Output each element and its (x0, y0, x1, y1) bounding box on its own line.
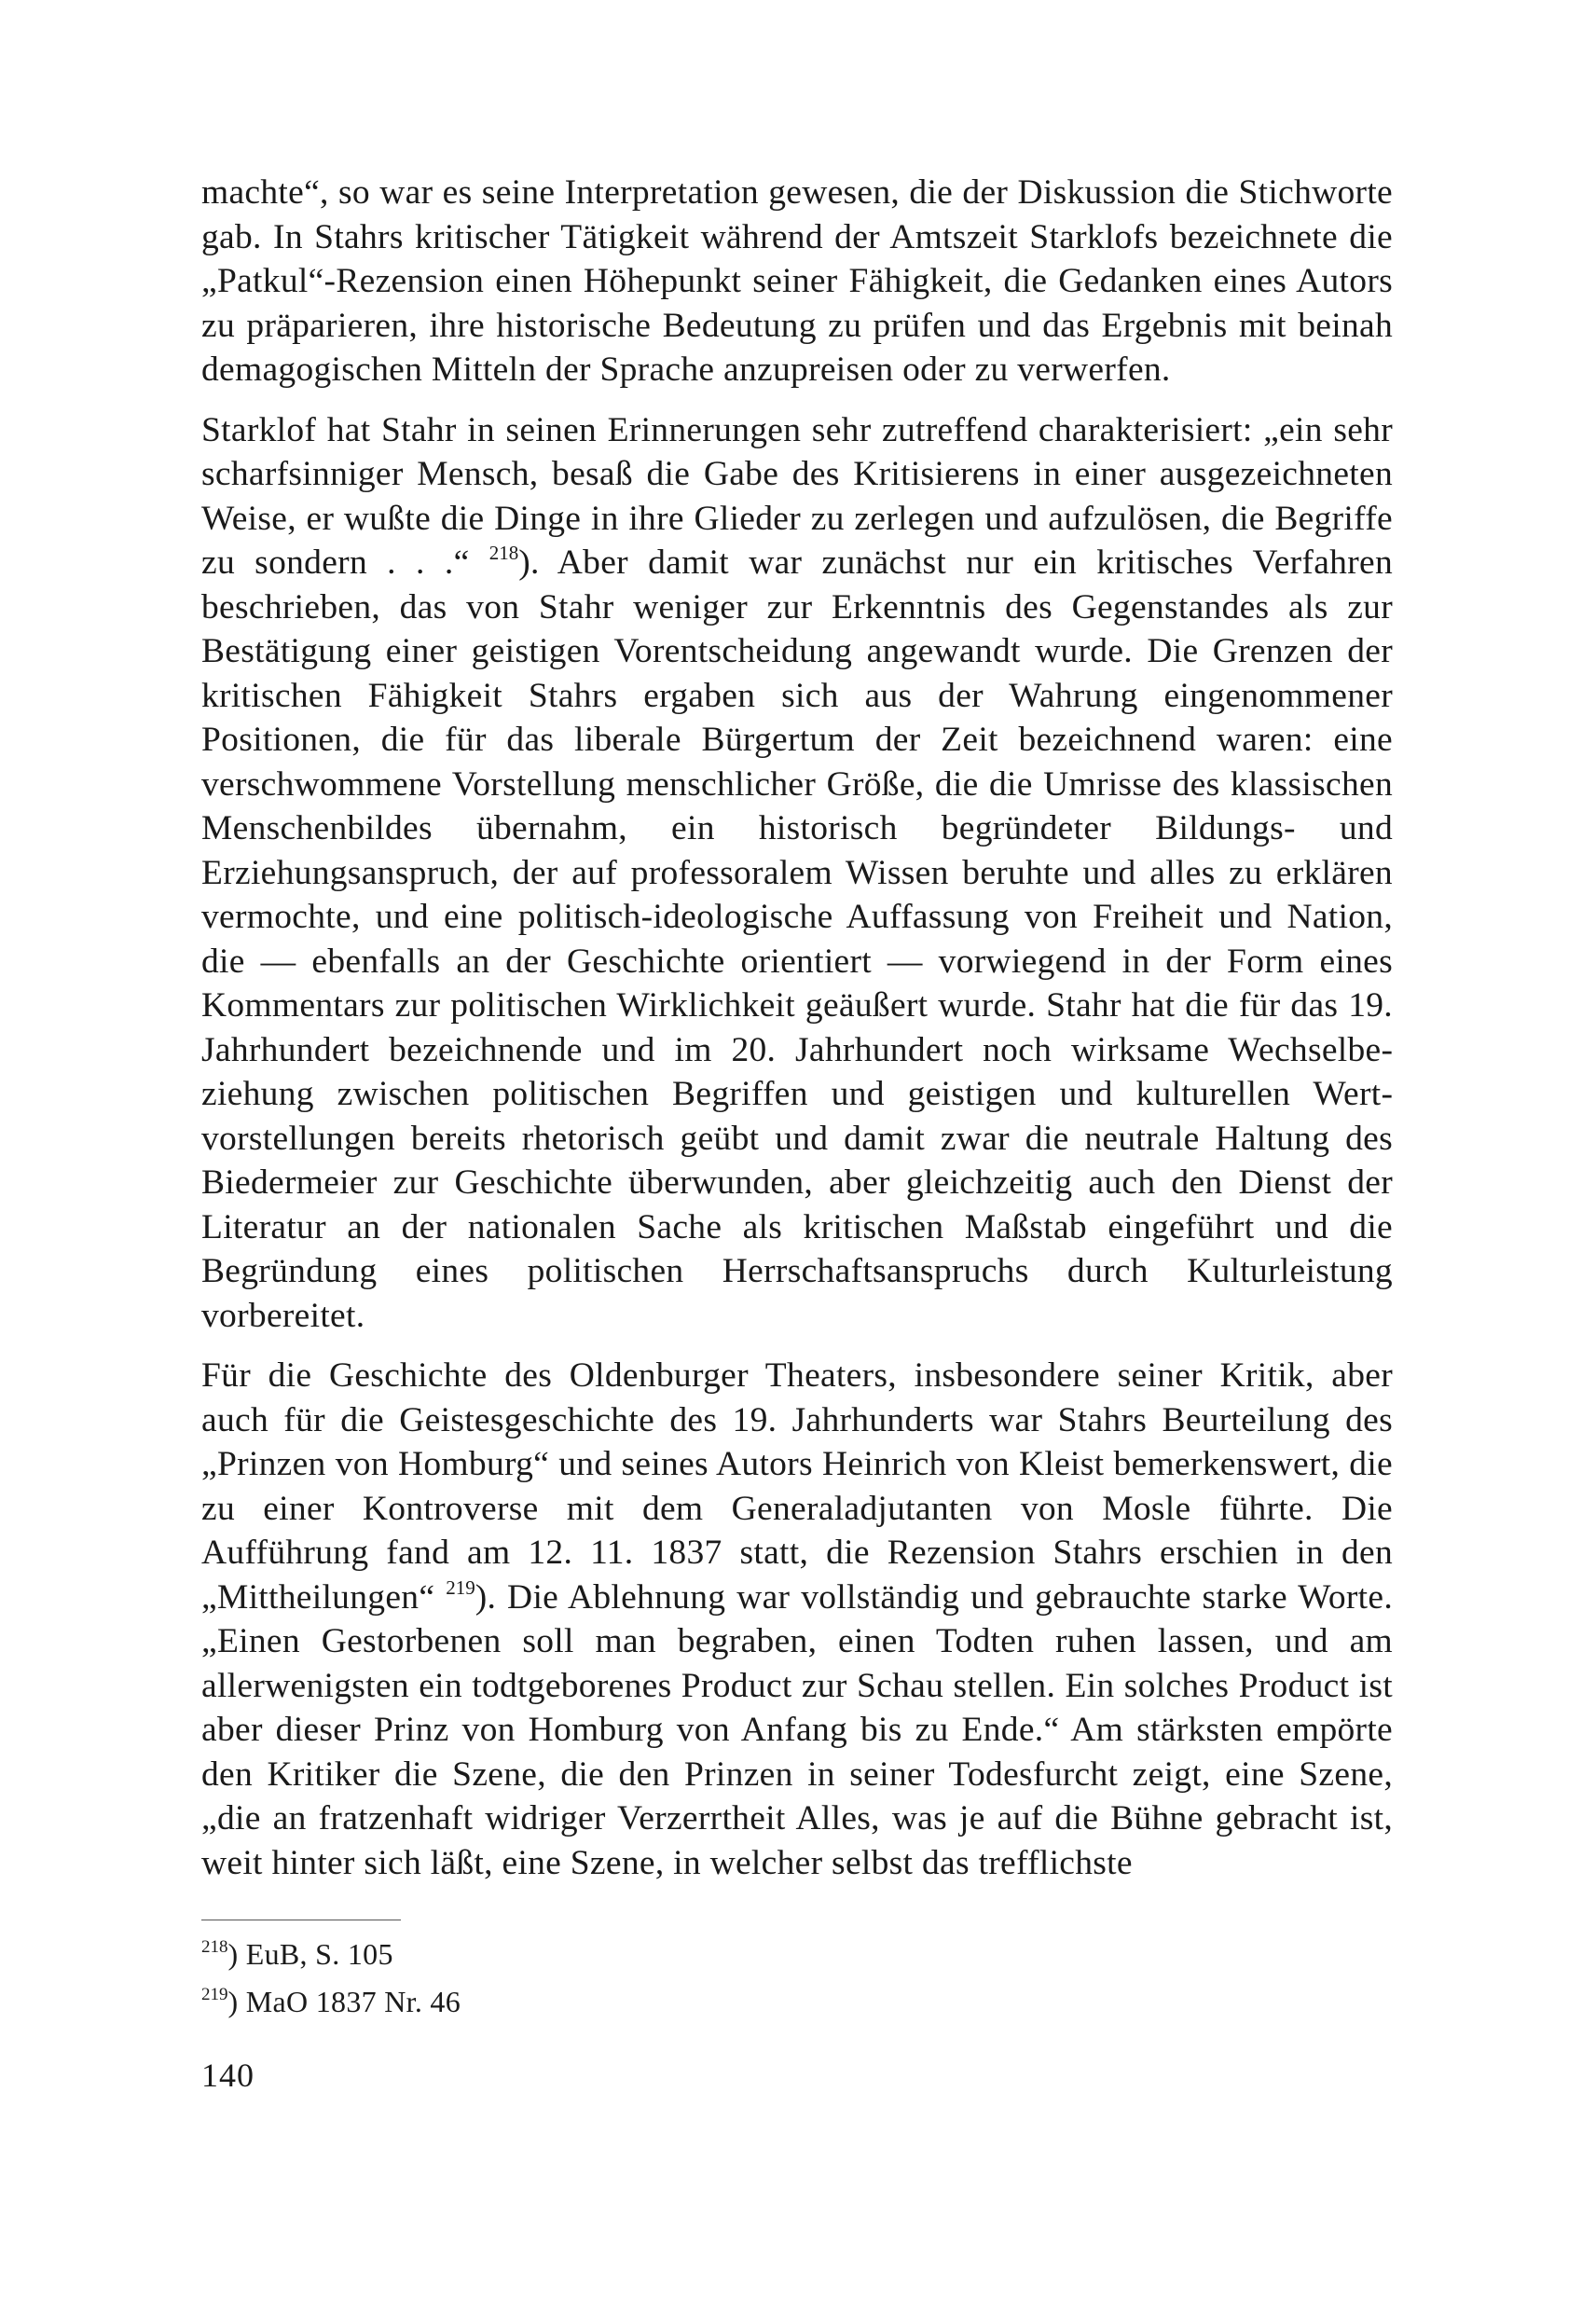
body-text (201, 171, 1393, 1885)
paragraph (201, 1354, 1393, 1885)
text-run: ). Aber damit war zunächst nur ein kritisches Verfahren beschrieben, das von Stahr weniger zur Erkenntnis des Gegenstandes als zur Bestätigung einer geistigen Vorentscheidung angewandt wurde. Die Grenzen der kritischen Fähigkeit Stahrs ergaben sich aus der Wahrung eingenommener Positionen, die für das liberale Bürgertum der Zeit bezeichnend waren: eine verschwommene Vorstellung menschlicher Größe, die die Umrisse des klassischen Menschenbildes übernahm, ein historisch begründeter Bildungs- und Erziehungsanspruch, der auf professoralem Wissen beruhte und alles zu erklären vermochte, und eine politisch-ideologische Auffassung von Freiheit und Nation, die — ebenfalls an der Geschichte orientiert — vorwiegend in der Form eines Kommentars zur politischen Wirklichkeit geäußert wurde. Stahr hat die für das 19. Jahrhundert bezeichnende und im 20. Jahrhundert noch wirksame Wechselbeziehung zwischen politischen Begriffen und geistigen und kulturellen Wertvorstellungen bereits rhetorisch geübt und damit zwar die neutrale Haltung des Biedermeier zur Geschichte überwunden, aber gleichzeitig auch den Dienst der Literatur an der nationalen Sache als kritischen Maßstab eingeführt und die Begründung eines politischen Herrschaftsanspruchs durch Kulturleistung vorbereitet. (201, 544, 1393, 1335)
text-run: machte“, so war es seine Interpretation gewesen, die der Diskussion die Stichworte gab. In Stahrs kritischer Tätigkeit während der Amtszeit Starklofs bezeichnete die „Patkul“-Rezension einen Höhepunkt seiner Fähigkeit, die Gedanken eines Autors zu präparieren, ihre historische Bedeutung zu prüfen und das Ergebnis mit beinah demagogischen Mitteln der Sprache anzupreisen oder zu verwerfen. (201, 173, 1393, 389)
footnote-number: 218 (201, 1937, 228, 1957)
footnote-text: ) MaO 1837 Nr. 46 (227, 1985, 461, 2018)
footnote (201, 1934, 1134, 1975)
text-run: ). Die Ablehnung war vollständig und gebrauchte starke Worte. „Einen Gestorbenen soll man begraben, einen Todten ruhen lassen, und am allerwenigsten ein todtgeborenes Product zur Schau stellen. Ein solches Product ist aber dieser Prinz von Homburg von Anfang bis zu Ende.“ Am stärksten empörte den Kritiker die Szene, die den Prinzen in seiner Todesfurcht zeigt, eine Szene, „die an fratzenhaft widriger Verzerrtheit Alles, was je auf die Bühne gebracht ist, weit hinter sich läßt, eine Szene, in welcher selbst das trefflichste (201, 1577, 1393, 1882)
footnote (201, 1981, 1134, 2022)
footnote-text: ) EuB, S. 105 (227, 1937, 393, 1971)
footnotes (201, 1934, 1134, 2022)
paragraph (201, 171, 1393, 392)
footnote-number: 219 (201, 1985, 228, 2004)
text-run: Starklof hat Stahr in seinen Erinnerungen sehr zutreffend charakterisiert: „ein sehr scharfsinniger Mensch, besaß die Gabe des Kritisierens in einer ausgezeichneten Weise, er wußte die Dinge in ihre Glieder zu zerlegen und aufzulösen, die Begriffe zu sondern . . .“ (201, 410, 1393, 582)
footnote-reference: 219 (446, 1576, 475, 1599)
text-run: Für die Geschichte des Oldenburger Theaters, insbesondere seiner Kritik, aber auch für die Geistesgeschichte des 19. Jahrhunderts war Stahrs Beurteilung des „Prinzen von Homburg“ und seines Autors Heinrich von Kleist bemerkenswert, die zu einer Kontroverse mit dem Generaladjutanten von Mosle führte. Die Aufführung fand am 12. 11. 1837 statt, die Rezension Stahrs erschien in den „Mittheilungen“ (201, 1356, 1393, 1617)
paragraph (201, 408, 1393, 1339)
footnote-reference: 218 (488, 542, 519, 564)
page-number: 140 (201, 2057, 255, 2094)
